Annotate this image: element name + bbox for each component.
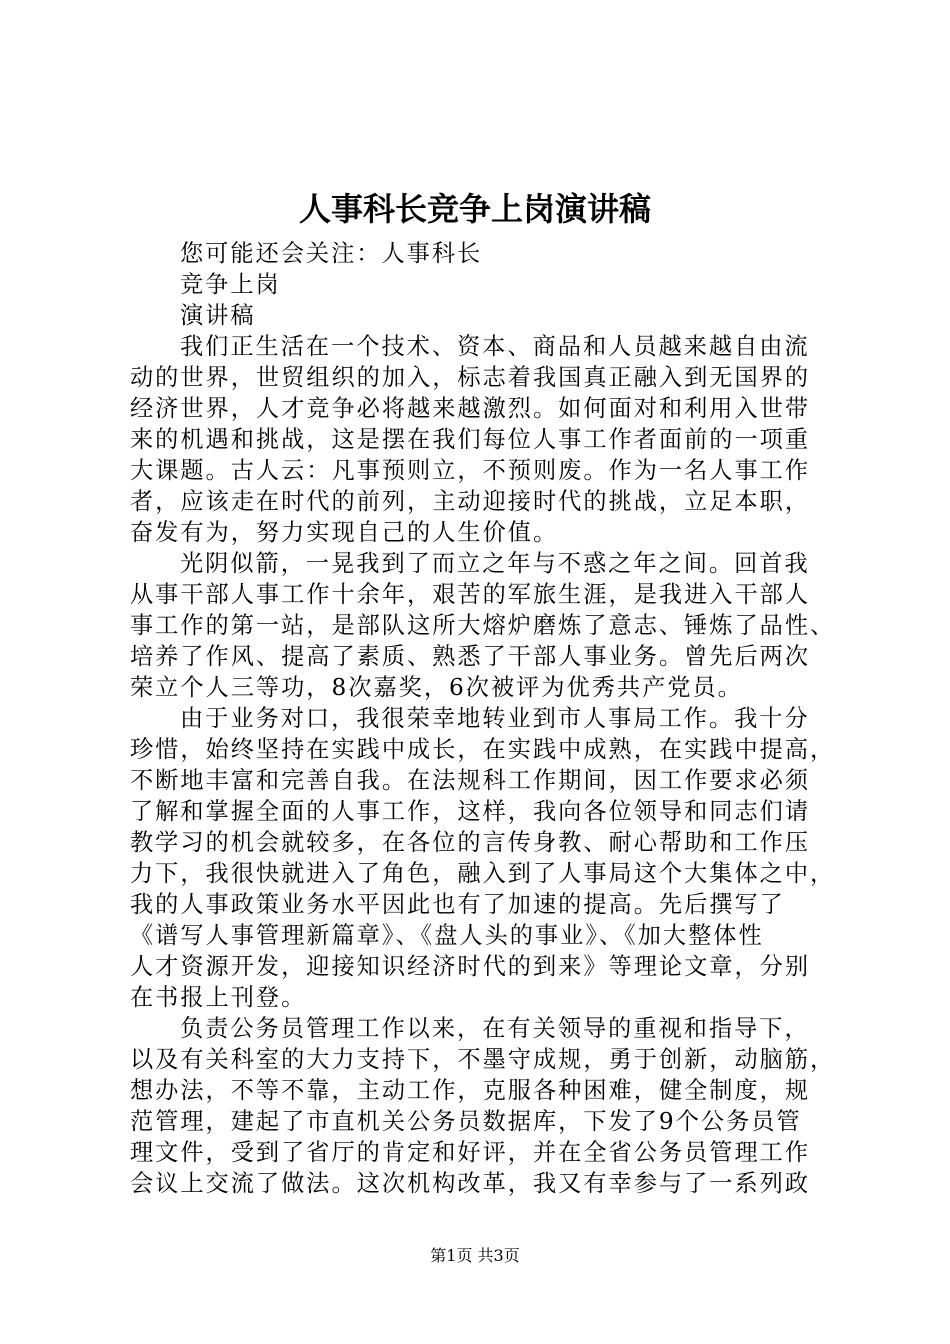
body-line: 在书报上刊登。	[130, 984, 307, 1011]
body-line: 人才资源开发，迎接知识经济时代的到来》等理论文章，分别	[130, 953, 811, 980]
body-line: 动的世界，世贸组织的加入，标志着我国真正融入到无国界的	[130, 364, 811, 391]
body-line: 培养了作风、提高了素质、熟悉了干部人事业务。曾先后两次	[130, 643, 811, 670]
body-line: 珍惜，始终坚持在实践中成长，在实践中成熟，在实践中提高，	[130, 736, 836, 763]
body-line: 竞争上岗	[180, 271, 281, 298]
body-line: 范管理，建起了市直机关公务员数据库，下发了9个公务员管	[130, 1108, 802, 1135]
body-line: 从事干部人事工作十余年，艰苦的军旅生涯，是我进入干部人	[130, 581, 811, 608]
body-line: 来的机遇和挑战，这是摆在我们每位人事工作者面前的一项重	[130, 426, 811, 453]
page-footer: 第1页 共3页	[430, 1246, 520, 1265]
document-body	[130, 238, 836, 1199]
body-line: 您可能还会关注：人事科长	[180, 240, 483, 267]
body-line: 以及有关科室的大力支持下，不墨守成规，勇于创新，动脑筋，	[130, 1046, 836, 1073]
body-line: 想办法，不等不靠，主动工作，克服各种困难，健全制度，规	[130, 1077, 811, 1104]
body-line: 大课题。古人云：凡事预则立，不预则废。作为一名人事工作	[130, 457, 811, 484]
body-line: 教学习的机会就较多，在各位的言传身教、耐心帮助和工作压	[130, 829, 811, 856]
body-line: 光阴似箭，一晃我到了而立之年与不惑之年之间。回首我	[180, 550, 810, 577]
body-line: 了解和掌握全面的人事工作，这样，我向各位领导和同志们请	[130, 798, 811, 825]
body-line: 事工作的第一站，是部队这所大熔炉磨炼了意志、锤炼了品性、	[130, 612, 836, 639]
body-line: 我们正生活在一个技术、资本、商品和人员越来越自由流	[180, 333, 810, 360]
body-line: 负责公务员管理工作以来，在有关领导的重视和指导下，	[180, 1015, 810, 1042]
body-line: 不断地丰富和完善自我。在法规科工作期间，因工作要求必须	[130, 767, 811, 794]
body-line: 荣立个人三等功，8次嘉奖，6次被评为优秀共产党员。	[130, 674, 743, 701]
document-title: 人事科长竞争上岗演讲稿	[298, 190, 651, 228]
body-line: 《谱写人事管理新篇章》、《盘人头的事业》、《加大整体性	[130, 922, 764, 949]
body-line: 者，应该走在时代的前列，主动迎接时代的挑战，立足本职，	[130, 488, 811, 515]
body-line: 理文件，受到了省厅的肯定和好评，并在全省公务员管理工作	[130, 1139, 811, 1166]
body-line: 经济世界，人才竞争必将越来越激烈。如何面对和利用入世带	[130, 395, 811, 422]
body-line: 力下，我很快就进入了角色，融入到了人事局这个大集体之中，	[130, 860, 836, 887]
body-line: 演讲稿	[180, 302, 256, 329]
body-line: 奋发有为，努力实现自己的人生价值。	[130, 519, 559, 546]
body-line: 会议上交流了做法。这次机构改革，我又有幸参与了一系列政	[130, 1170, 811, 1197]
body-line: 我的人事政策业务水平因此也有了加速的提高。先后撰写了	[130, 891, 785, 918]
body-line: 由于业务对口，我很荣幸地转业到市人事局工作。我十分	[180, 705, 810, 732]
